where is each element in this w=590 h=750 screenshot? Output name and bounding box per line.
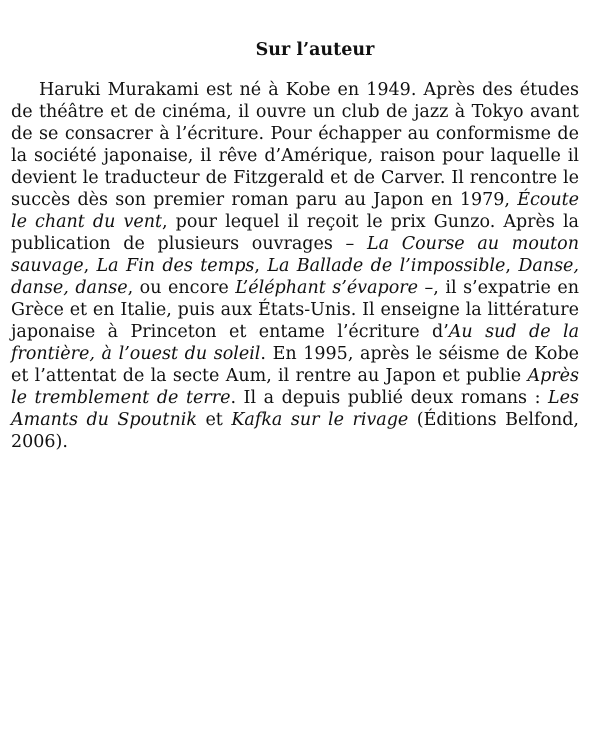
- text-run: (Éditions Belfond, 2006).: [11, 410, 579, 452]
- book-title: L’éléphant s’évapore: [235, 278, 418, 298]
- book-title: Écoute le chant du vent: [11, 190, 579, 232]
- text-run: –, il s’expatrie en Grèce et en Italie, puis aux États-Unis. Il enseigne la littérature japonaise à Princeton et entame l’écriture d’: [11, 278, 579, 342]
- text-run: , ou encore: [127, 278, 236, 298]
- text-run: ,: [505, 256, 519, 276]
- book-title: Kafka sur le rivage: [231, 410, 409, 430]
- book-title: La Fin des temps: [96, 256, 255, 276]
- text-run: et: [196, 410, 232, 430]
- book-title: Les Amants du Spoutnik: [11, 388, 580, 430]
- book-title: Au sud de la frontière, à l’ouest du soleil: [11, 322, 580, 364]
- section-title: Sur l’auteur: [255, 40, 375, 60]
- text-run: Haruki Murakami est né à Kobe en 1949. Après des études de théâtre et de cinéma, il ouvre un club de jazz à Tokyo avant de se consacrer à l’écriture. Pour échapper au conformisme de la société japonaise, il rêve d’Amérique, raison pour laquelle il devient le traducteur de Fitzgerald et de Carver. Il rencontre le succès dès son premier roman paru au Japon en 1979,: [11, 80, 579, 210]
- text-run: ,: [254, 256, 268, 276]
- text-run: . En 1995, après le séisme de Kobe et l’attentat de la secte Aum, il rentre au Japon et publie: [11, 344, 579, 386]
- text-run: , pour lequel il reçoit le prix Gunzo. Après la publication de plusieurs ouvrages –: [11, 212, 579, 254]
- text-run: ,: [83, 256, 97, 276]
- book-title: La Course au mouton sauvage: [11, 234, 579, 276]
- author-biography-paragraph: [11, 79, 579, 453]
- document-page: [11, 38, 579, 453]
- book-title: Après le tremblement de terre: [11, 366, 579, 408]
- book-title: La Ballade de l’impossible: [267, 256, 506, 276]
- book-title: Danse, danse, danse: [11, 256, 579, 298]
- text-run: . Il a depuis publié deux romans :: [230, 388, 549, 408]
